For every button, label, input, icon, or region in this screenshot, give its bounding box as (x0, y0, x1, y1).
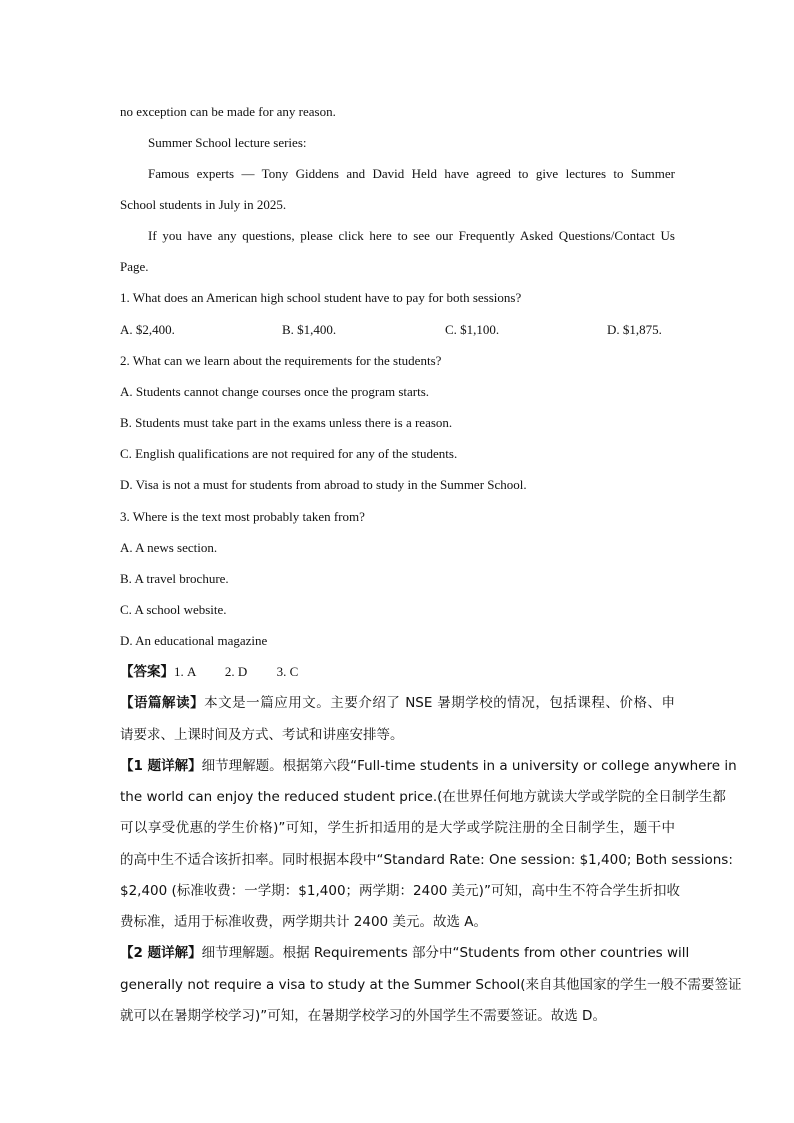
option: D. $1,875. (607, 322, 662, 337)
explain-line: $2,400 (标准收费：一学期：$1,400；两学期：2400 美元)”可知，高中生不符合学生折扣收 (120, 883, 680, 899)
question-stem: 3. Where is the text most probably taken from? (120, 509, 365, 524)
analysis-line: 【语篇解读】本文是一篇应用文。主要介绍了 NSE 暑期学校的情况，包括课程、价格、申 (120, 695, 676, 711)
explain-line: 的高中生不适合该折扣率。同时根据本段中“Standard Rate: One session: $1,400; Both sessions: (120, 852, 733, 868)
explain-line: the world can enjoy the reduced student price.(在世界任何地方就读大学或学院的全日制学生都 (120, 789, 726, 805)
option: A. $2,400. (120, 322, 175, 337)
explain-line: 费标准，适用于标准收费，两学期共计 2400 美元。故选 A。 (120, 914, 487, 930)
option: B. Students must take part in the exams unless there is a reason. (120, 415, 453, 430)
explain-1-label: 【1 题详解】 (120, 758, 202, 774)
passage-line: Summer School lecture series: (148, 135, 307, 150)
analysis-label: 【语篇解读】 (120, 695, 205, 711)
explain-line: 就可以在暑期学校学习)”可知，在暑期学校学习的外国学生不需要签证。故选 D。 (120, 1008, 606, 1024)
option: B. $1,400. (282, 322, 337, 337)
option: A. Students cannot change courses once the program starts. (120, 384, 430, 399)
explain-line: generally not require a visa to study at the Summer School(来自其他国家的学生一般不需要签证 (120, 977, 742, 993)
passage-line: School students in July in 2025. (120, 197, 287, 212)
passage-line: Famous experts — Tony Giddens and David Held have agreed to give lectures to Summer (148, 166, 675, 181)
option: A. A news section. (120, 540, 218, 555)
analysis-line: 请要求、上课时间及方式、考试和讲座安排等。 (120, 727, 404, 743)
option: C. $1,100. (445, 322, 500, 337)
explain-2-label: 【2 题详解】 (120, 945, 202, 961)
option: D. Visa is not a must for students from abroad to study in the Summer School. (120, 477, 527, 492)
question-stem: 1. What does an American high school student have to pay for both sessions? (120, 290, 522, 305)
answer-line (120, 663, 298, 681)
explain-line: 【2 题详解】细节理解题。根据 Requirements 部分中“Students from other countries will (120, 945, 690, 961)
explain-line: 可以享受优惠的学生价格)”可知，学生折扣适用的是大学或学院注册的全日制学生，题干中 (120, 820, 675, 836)
answer-label: 【答案】 (120, 664, 174, 680)
answer-3: 3. C (276, 664, 299, 679)
option: C. A school website. (120, 602, 227, 617)
answer-2: 2. D (224, 664, 248, 679)
answer-1: 1. A (174, 664, 196, 679)
passage-line: If you have any questions, please click here to see our Frequently Asked Questions/Contact Us (148, 228, 675, 243)
option: D. An educational magazine (120, 633, 268, 648)
passage-line: no exception can be made for any reason. (120, 104, 336, 119)
option: C. English qualifications are not required for any of the students. (120, 446, 458, 461)
explain-line: 【1 题详解】细节理解题。根据第六段“Full-time students in a university or college anywhere in (120, 758, 737, 774)
option: B. A travel brochure. (120, 571, 229, 586)
passage-line: Page. (120, 259, 149, 274)
question-stem: 2. What can we learn about the requirements for the students? (120, 353, 442, 368)
